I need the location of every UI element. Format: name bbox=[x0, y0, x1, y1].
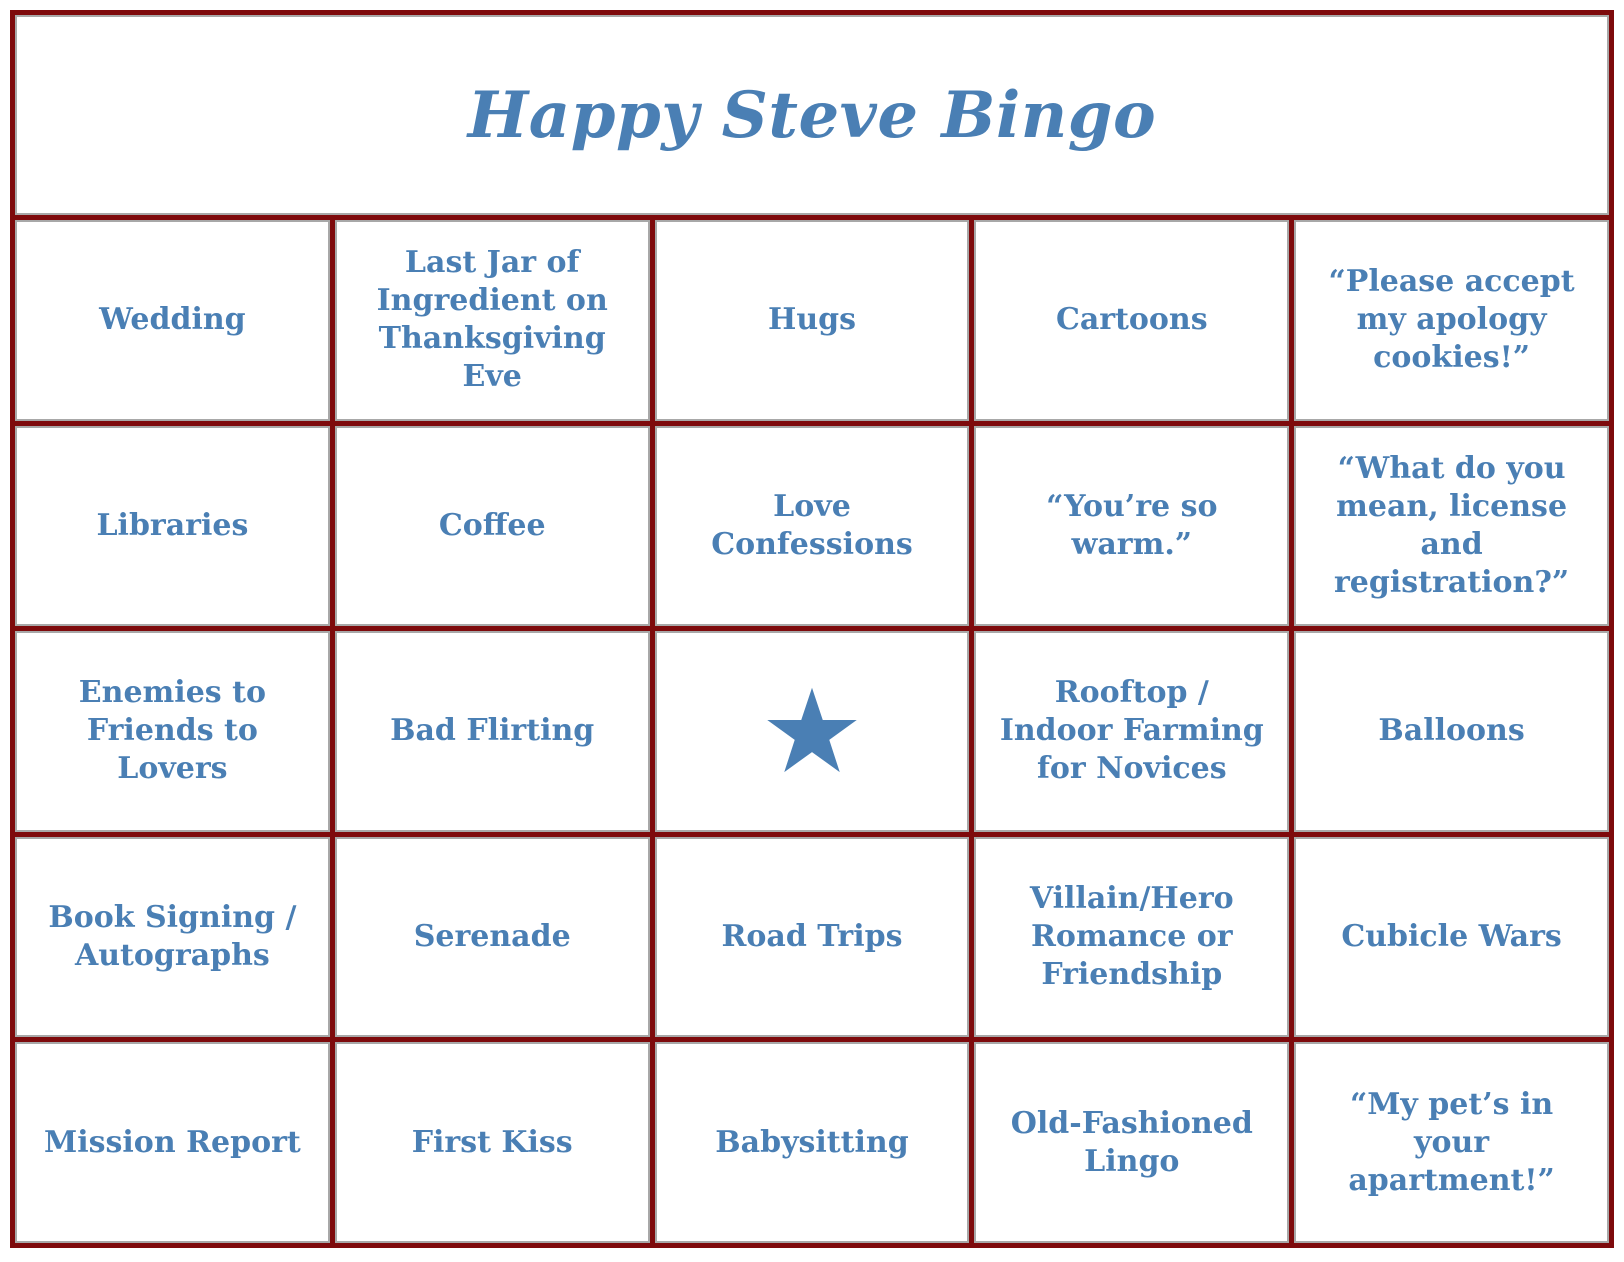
bingo-cell[interactable] bbox=[1294, 1042, 1609, 1243]
bingo-cell[interactable] bbox=[15, 426, 330, 627]
cell-label: Rooftop / Indoor Farming for Novices bbox=[999, 675, 1264, 787]
cell-label: Coffee bbox=[438, 507, 546, 543]
bingo-cell[interactable] bbox=[335, 631, 650, 832]
cell-label: Wedding bbox=[99, 302, 246, 338]
bingo-cell[interactable] bbox=[1294, 631, 1609, 832]
bingo-cell[interactable] bbox=[15, 837, 330, 1038]
bingo-cell[interactable] bbox=[1294, 426, 1609, 627]
bingo-cell[interactable] bbox=[335, 1042, 650, 1243]
cell-label: “What do you mean, license and registration?” bbox=[1334, 450, 1570, 600]
bingo-cell[interactable] bbox=[974, 220, 1289, 421]
cell-label: Cubicle Wars bbox=[1341, 919, 1562, 955]
bingo-cell[interactable] bbox=[335, 426, 650, 627]
title-cell bbox=[15, 15, 1609, 215]
board-title: Happy Steve Bingo bbox=[467, 77, 1157, 153]
cell-label: Balloons bbox=[1378, 713, 1525, 749]
cell-label: “Please accept my apology cookies!” bbox=[1328, 264, 1575, 376]
bingo-cell[interactable] bbox=[15, 631, 330, 832]
bingo-board bbox=[10, 10, 1614, 1248]
cell-label: Serenade bbox=[413, 919, 571, 955]
cell-label: Love Confessions bbox=[711, 488, 913, 562]
bingo-cell[interactable] bbox=[335, 220, 650, 421]
cell-label: Babysitting bbox=[715, 1124, 909, 1160]
bingo-cell[interactable] bbox=[15, 220, 330, 421]
bingo-cell[interactable] bbox=[655, 837, 970, 1038]
bingo-cell[interactable] bbox=[655, 426, 970, 627]
bingo-cell[interactable] bbox=[974, 1042, 1289, 1243]
bingo-cell[interactable] bbox=[335, 837, 650, 1038]
cell-label: Hugs bbox=[767, 302, 856, 338]
cell-label: “You’re so warm.” bbox=[1046, 488, 1218, 562]
cell-label: Last Jar of Ingredient on Thanksgiving Eve bbox=[376, 245, 608, 395]
bingo-cell[interactable] bbox=[655, 1042, 970, 1243]
cell-label: Mission Report bbox=[44, 1124, 301, 1160]
bingo-cell[interactable] bbox=[1294, 220, 1609, 421]
bingo-cell[interactable] bbox=[974, 426, 1289, 627]
cell-label: Bad Flirting bbox=[390, 713, 595, 749]
cell-label: Old-Fashioned Lingo bbox=[1010, 1105, 1253, 1179]
cell-label: Road Trips bbox=[721, 919, 903, 955]
cell-label: “My pet’s in your apartment!” bbox=[1348, 1086, 1555, 1198]
cell-label: First Kiss bbox=[411, 1124, 573, 1160]
bingo-cell[interactable] bbox=[15, 1042, 330, 1243]
bingo-grid bbox=[15, 220, 1609, 1243]
bingo-cell[interactable] bbox=[1294, 837, 1609, 1038]
cell-label: Enemies to Friends to Lovers bbox=[78, 675, 266, 787]
bingo-cell[interactable] bbox=[974, 837, 1289, 1038]
bingo-cell[interactable] bbox=[655, 220, 970, 421]
cell-label: Villain/Hero Romance or Friendship bbox=[1029, 881, 1234, 993]
cell-label: Book Signing / Autographs bbox=[48, 900, 297, 974]
bingo-cell[interactable] bbox=[974, 631, 1289, 832]
free-space-cell[interactable] bbox=[655, 631, 970, 832]
cell-label: Cartoons bbox=[1055, 302, 1208, 338]
star-icon bbox=[764, 683, 860, 779]
cell-label: Libraries bbox=[96, 507, 249, 543]
